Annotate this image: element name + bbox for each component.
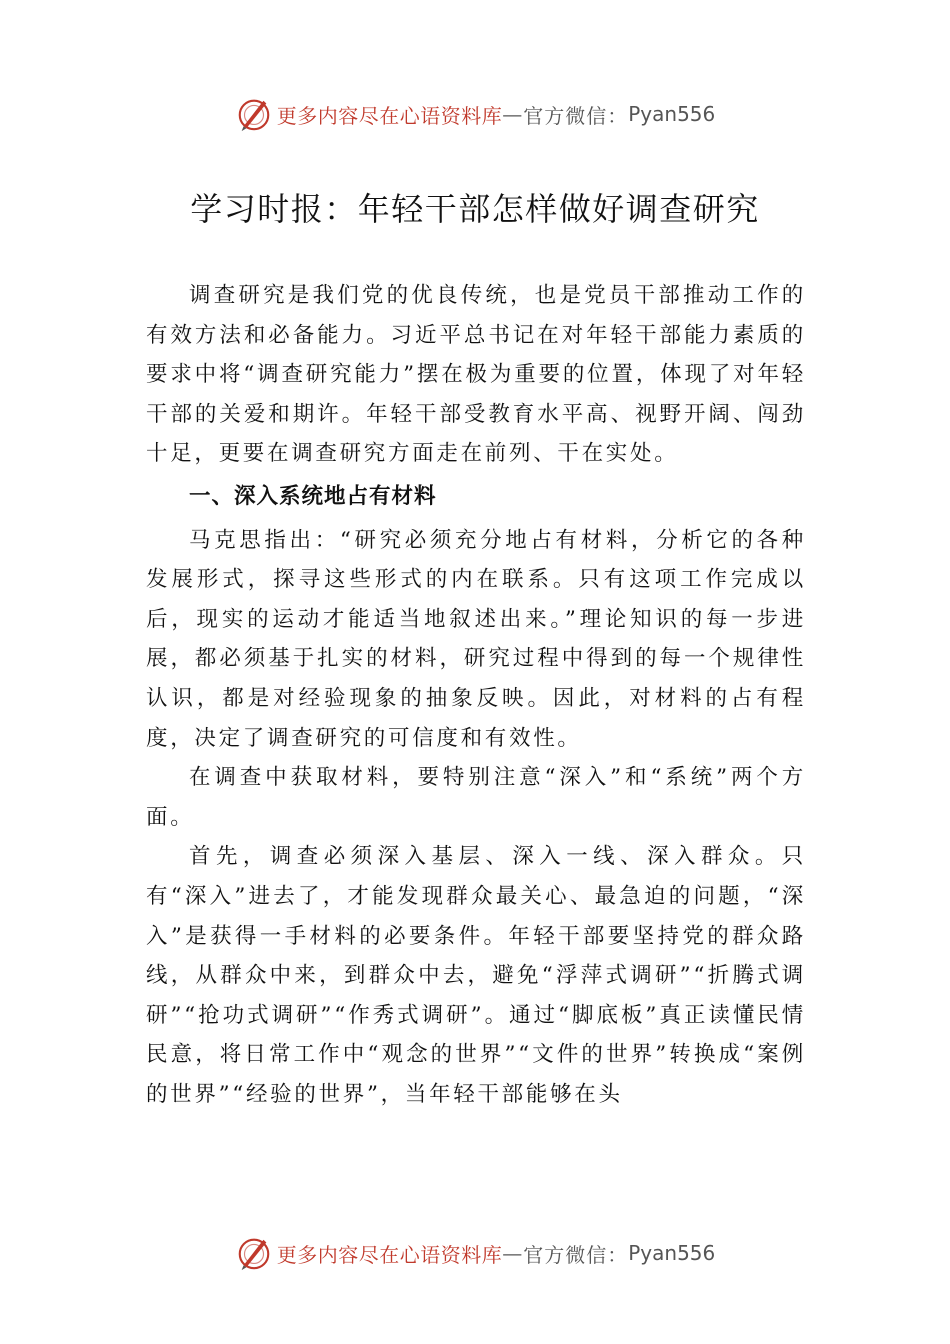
- watermark-wechat-label: 官方微信：: [523, 1242, 629, 1267]
- watermark-dash: —: [502, 102, 524, 126]
- watermark-wechat-id: Pyan556: [628, 1241, 716, 1265]
- footer-watermark: [0, 1231, 950, 1275]
- pen-circle-logo-icon: [235, 95, 273, 133]
- pen-circle-logo-icon: [235, 1234, 273, 1272]
- body-paragraph: 在调查中获取材料，要特别注意“深入”和“系统”两个方面。: [146, 765, 806, 830]
- watermark-brand-text: 更多内容尽在心语资料库: [276, 103, 503, 128]
- watermark-brand-text: 更多内容尽在心语资料库: [276, 1242, 503, 1267]
- body-paragraph: 首先，调查必须深入基层、深入一线、深入群众。只有“深入”进去了，才能发现群众最关心、最急迫的问题，“深入”是获得一手材料的必要条件。年轻干部要坚持党的群众路线，从群众中来，到群众中去，避免“浮萍式调研”“折腾式调研”“抢功式调研”“作秀式调研”。通过“脚底板”真正读懂民情民意，将日常工作中“观念的世界”“文件的世界”转换成“案例的世界”“经验的世界”，当年轻干部能够在头: [146, 844, 806, 1107]
- document-title: 学习时报：年轻干部怎样做好调查研究: [190, 190, 760, 228]
- document-body: [146, 276, 806, 1114]
- watermark-dash: —: [502, 1241, 524, 1265]
- intro-paragraph: 调查研究是我们党的优良传统，也是党员干部推动工作的有效方法和必备能力。习近平总书记在对年轻干部能力素质的要求中将“调查研究能力”摆在极为重要的位置，体现了对年轻干部的关爱和期许。年轻干部受教育水平高、视野开阔、闯劲十足，更要在调查研究方面走在前列、干在实处。: [146, 283, 806, 467]
- watermark-wechat-id: Pyan556: [628, 102, 716, 126]
- body-paragraph: 马克思指出：“研究必须充分地占有材料，分析它的各种发展形式，探寻这些形式的内在联系。只有这项工作完成以后，现实的运动才能适当地叙述出来。”理论知识的每一步进展，都必须基于扎实的材料，研究过程中得到的每一个规律性认识，都是对经验现象的抽象反映。因此，对材料的占有程度，决定了调查研究的可信度和有效性。: [146, 527, 806, 751]
- header-watermark: [0, 92, 950, 136]
- section-heading: 一、深入系统地占有材料: [189, 483, 437, 509]
- watermark-wechat-label: 官方微信：: [523, 103, 629, 128]
